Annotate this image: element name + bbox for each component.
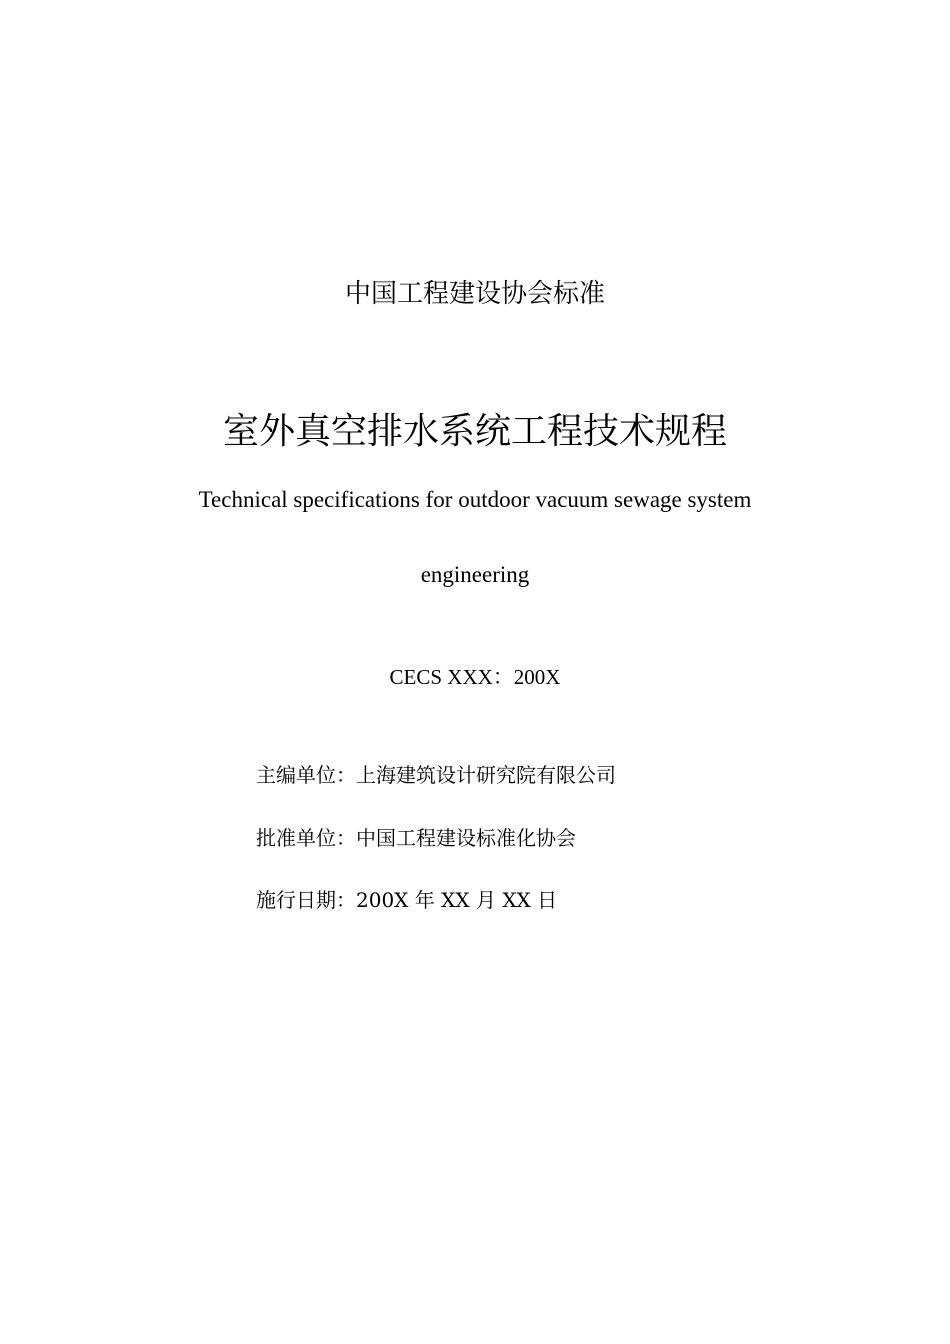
- document-title-english-line-2: engineering: [420, 562, 530, 587]
- approval-unit-label: 批准单位：: [256, 826, 356, 850]
- issuing-organization: 中国工程建设协会标准: [344, 279, 605, 309]
- chief-editor-value: 上海建筑设计研究院有限公司: [356, 763, 616, 787]
- effective-date-value: 200X 年 XX 月 XX 日: [356, 888, 558, 912]
- document-title-english-line-1: Technical specifications for outdoor vacuum sewage system: [198, 487, 752, 512]
- chief-editor-label: 主编单位：: [256, 763, 356, 787]
- effective-date-label: 施行日期：: [256, 888, 356, 912]
- chief-editor-unit: [256, 760, 616, 790]
- document-title-chinese: 室外真空排水系统工程技术规程: [222, 411, 727, 452]
- standard-code: CECS XXX：200X: [389, 665, 561, 689]
- approval-unit: [256, 823, 576, 853]
- approval-unit-value: 中国工程建设标准化协会: [356, 826, 576, 850]
- effective-date: [256, 885, 557, 915]
